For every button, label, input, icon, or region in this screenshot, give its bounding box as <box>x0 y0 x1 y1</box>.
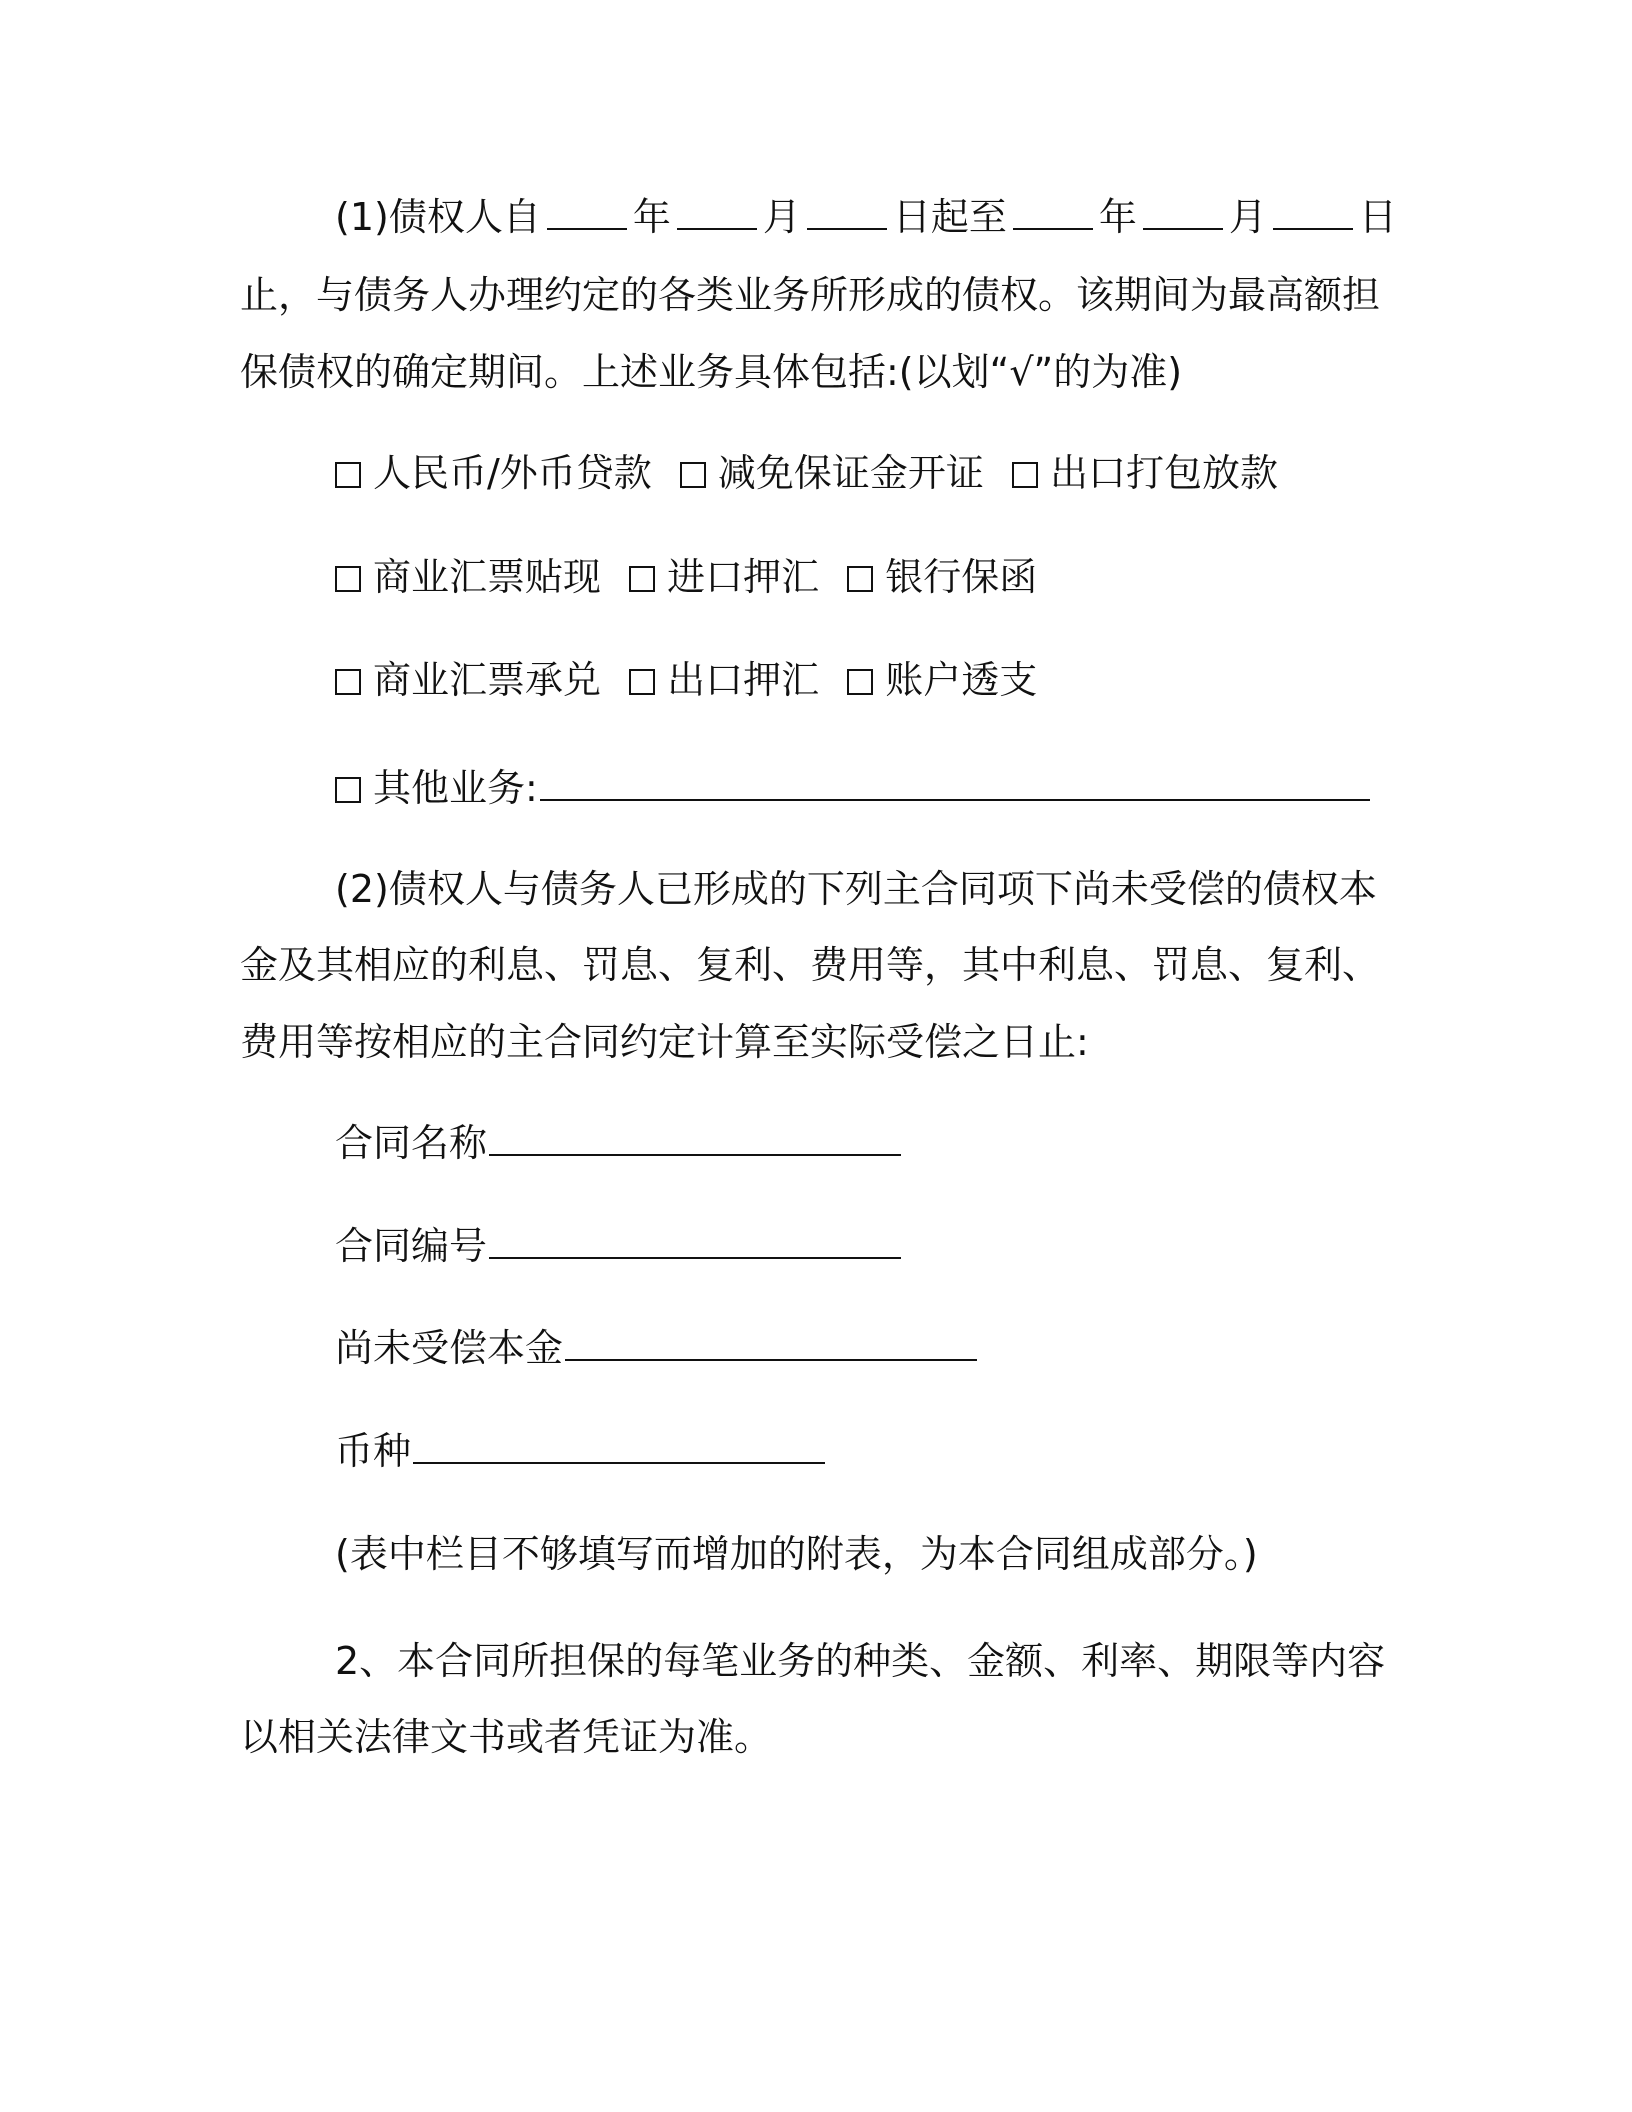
clause1-line3: 保债权的确定期间。上述业务具体包括:(以划“√”的为准) <box>240 350 1183 394</box>
clause3-line1: 2、本合同所担保的每笔业务的种类、金额、利率、期限等内容 <box>335 1639 1386 1683</box>
contract-name-blank[interactable] <box>489 1120 901 1156</box>
option-label: 出口打包放款 <box>1050 451 1279 495</box>
checkbox-option-1-1[interactable] <box>335 462 361 488</box>
label-month-2: 月 <box>1228 195 1267 239</box>
checkbox-option-3-1[interactable] <box>335 669 361 695</box>
currency-row <box>335 1426 1495 1476</box>
option-label: 商业汇票贴现 <box>373 555 602 599</box>
currency-blank[interactable] <box>413 1428 825 1464</box>
blank-start-month[interactable] <box>677 194 757 230</box>
unpaid-principal-label: 尚未受偿本金 <box>335 1326 564 1370</box>
contract-name-label: 合同名称 <box>335 1121 488 1165</box>
clause1-line1 <box>335 192 1495 242</box>
label-year-2: 年 <box>1098 195 1137 239</box>
other-business-label: 其他业务: <box>373 766 538 810</box>
unpaid-principal-blank[interactable] <box>565 1325 977 1361</box>
option-label: 商业汇票承兑 <box>373 658 602 702</box>
clause1-prefix: (1)债权人自 <box>335 195 541 239</box>
option-label: 人民币/外币贷款 <box>373 451 652 495</box>
contract-name-row <box>335 1118 1495 1168</box>
option-label: 出口押汇 <box>667 658 820 702</box>
label-month-1: 月 <box>762 195 801 239</box>
unpaid-principal-row <box>335 1323 1495 1373</box>
blank-end-month[interactable] <box>1143 194 1223 230</box>
contract-number-row <box>335 1221 1495 1271</box>
options-row-1 <box>335 448 1495 498</box>
options-row-3 <box>335 655 1495 705</box>
blank-start-day[interactable] <box>807 194 887 230</box>
checkbox-option-1-2[interactable] <box>680 462 706 488</box>
note-text: (表中栏目不够填写而增加的附表，为本合同组成部分。) <box>335 1532 1258 1576</box>
label-year-1: 年 <box>632 195 671 239</box>
contract-number-blank[interactable] <box>489 1223 901 1259</box>
checkbox-option-2-3[interactable] <box>847 566 873 592</box>
checkbox-option-3-2[interactable] <box>629 669 655 695</box>
checkbox-option-2-1[interactable] <box>335 566 361 592</box>
options-row-2 <box>335 552 1495 602</box>
clause1-line2: 止，与债务人办理约定的各类业务所形成的债权。该期间为最高额担 <box>240 273 1381 317</box>
other-business-row <box>335 763 1495 813</box>
blank-start-year[interactable] <box>547 194 627 230</box>
clause2-line1: (2)债权人与债务人已形成的下列主合同项下尚未受偿的债权本 <box>335 867 1377 911</box>
clause2-line2: 金及其相应的利息、罚息、复利、费用等，其中利息、罚息、复利、 <box>240 943 1381 987</box>
clause3-line2: 以相关法律文书或者凭证为准。 <box>240 1715 773 1759</box>
clause2-line3: 费用等按相应的主合同约定计算至实际受偿之日止: <box>240 1020 1089 1064</box>
other-business-blank[interactable] <box>540 765 1370 801</box>
option-label: 减免保证金开证 <box>717 451 984 495</box>
option-label: 账户透支 <box>885 658 1038 702</box>
label-day-from: 日起至 <box>892 195 1007 239</box>
blank-end-year[interactable] <box>1013 194 1093 230</box>
option-label: 银行保函 <box>885 555 1038 599</box>
label-day-to: 日 <box>1358 195 1397 239</box>
contract-number-label: 合同编号 <box>335 1224 488 1268</box>
checkbox-option-2-2[interactable] <box>629 566 655 592</box>
checkbox-other-business[interactable] <box>335 777 361 803</box>
checkbox-option-1-3[interactable] <box>1012 462 1038 488</box>
currency-label: 币种 <box>335 1429 412 1473</box>
blank-end-day[interactable] <box>1273 194 1353 230</box>
checkbox-option-3-3[interactable] <box>847 669 873 695</box>
option-label: 进口押汇 <box>667 555 820 599</box>
